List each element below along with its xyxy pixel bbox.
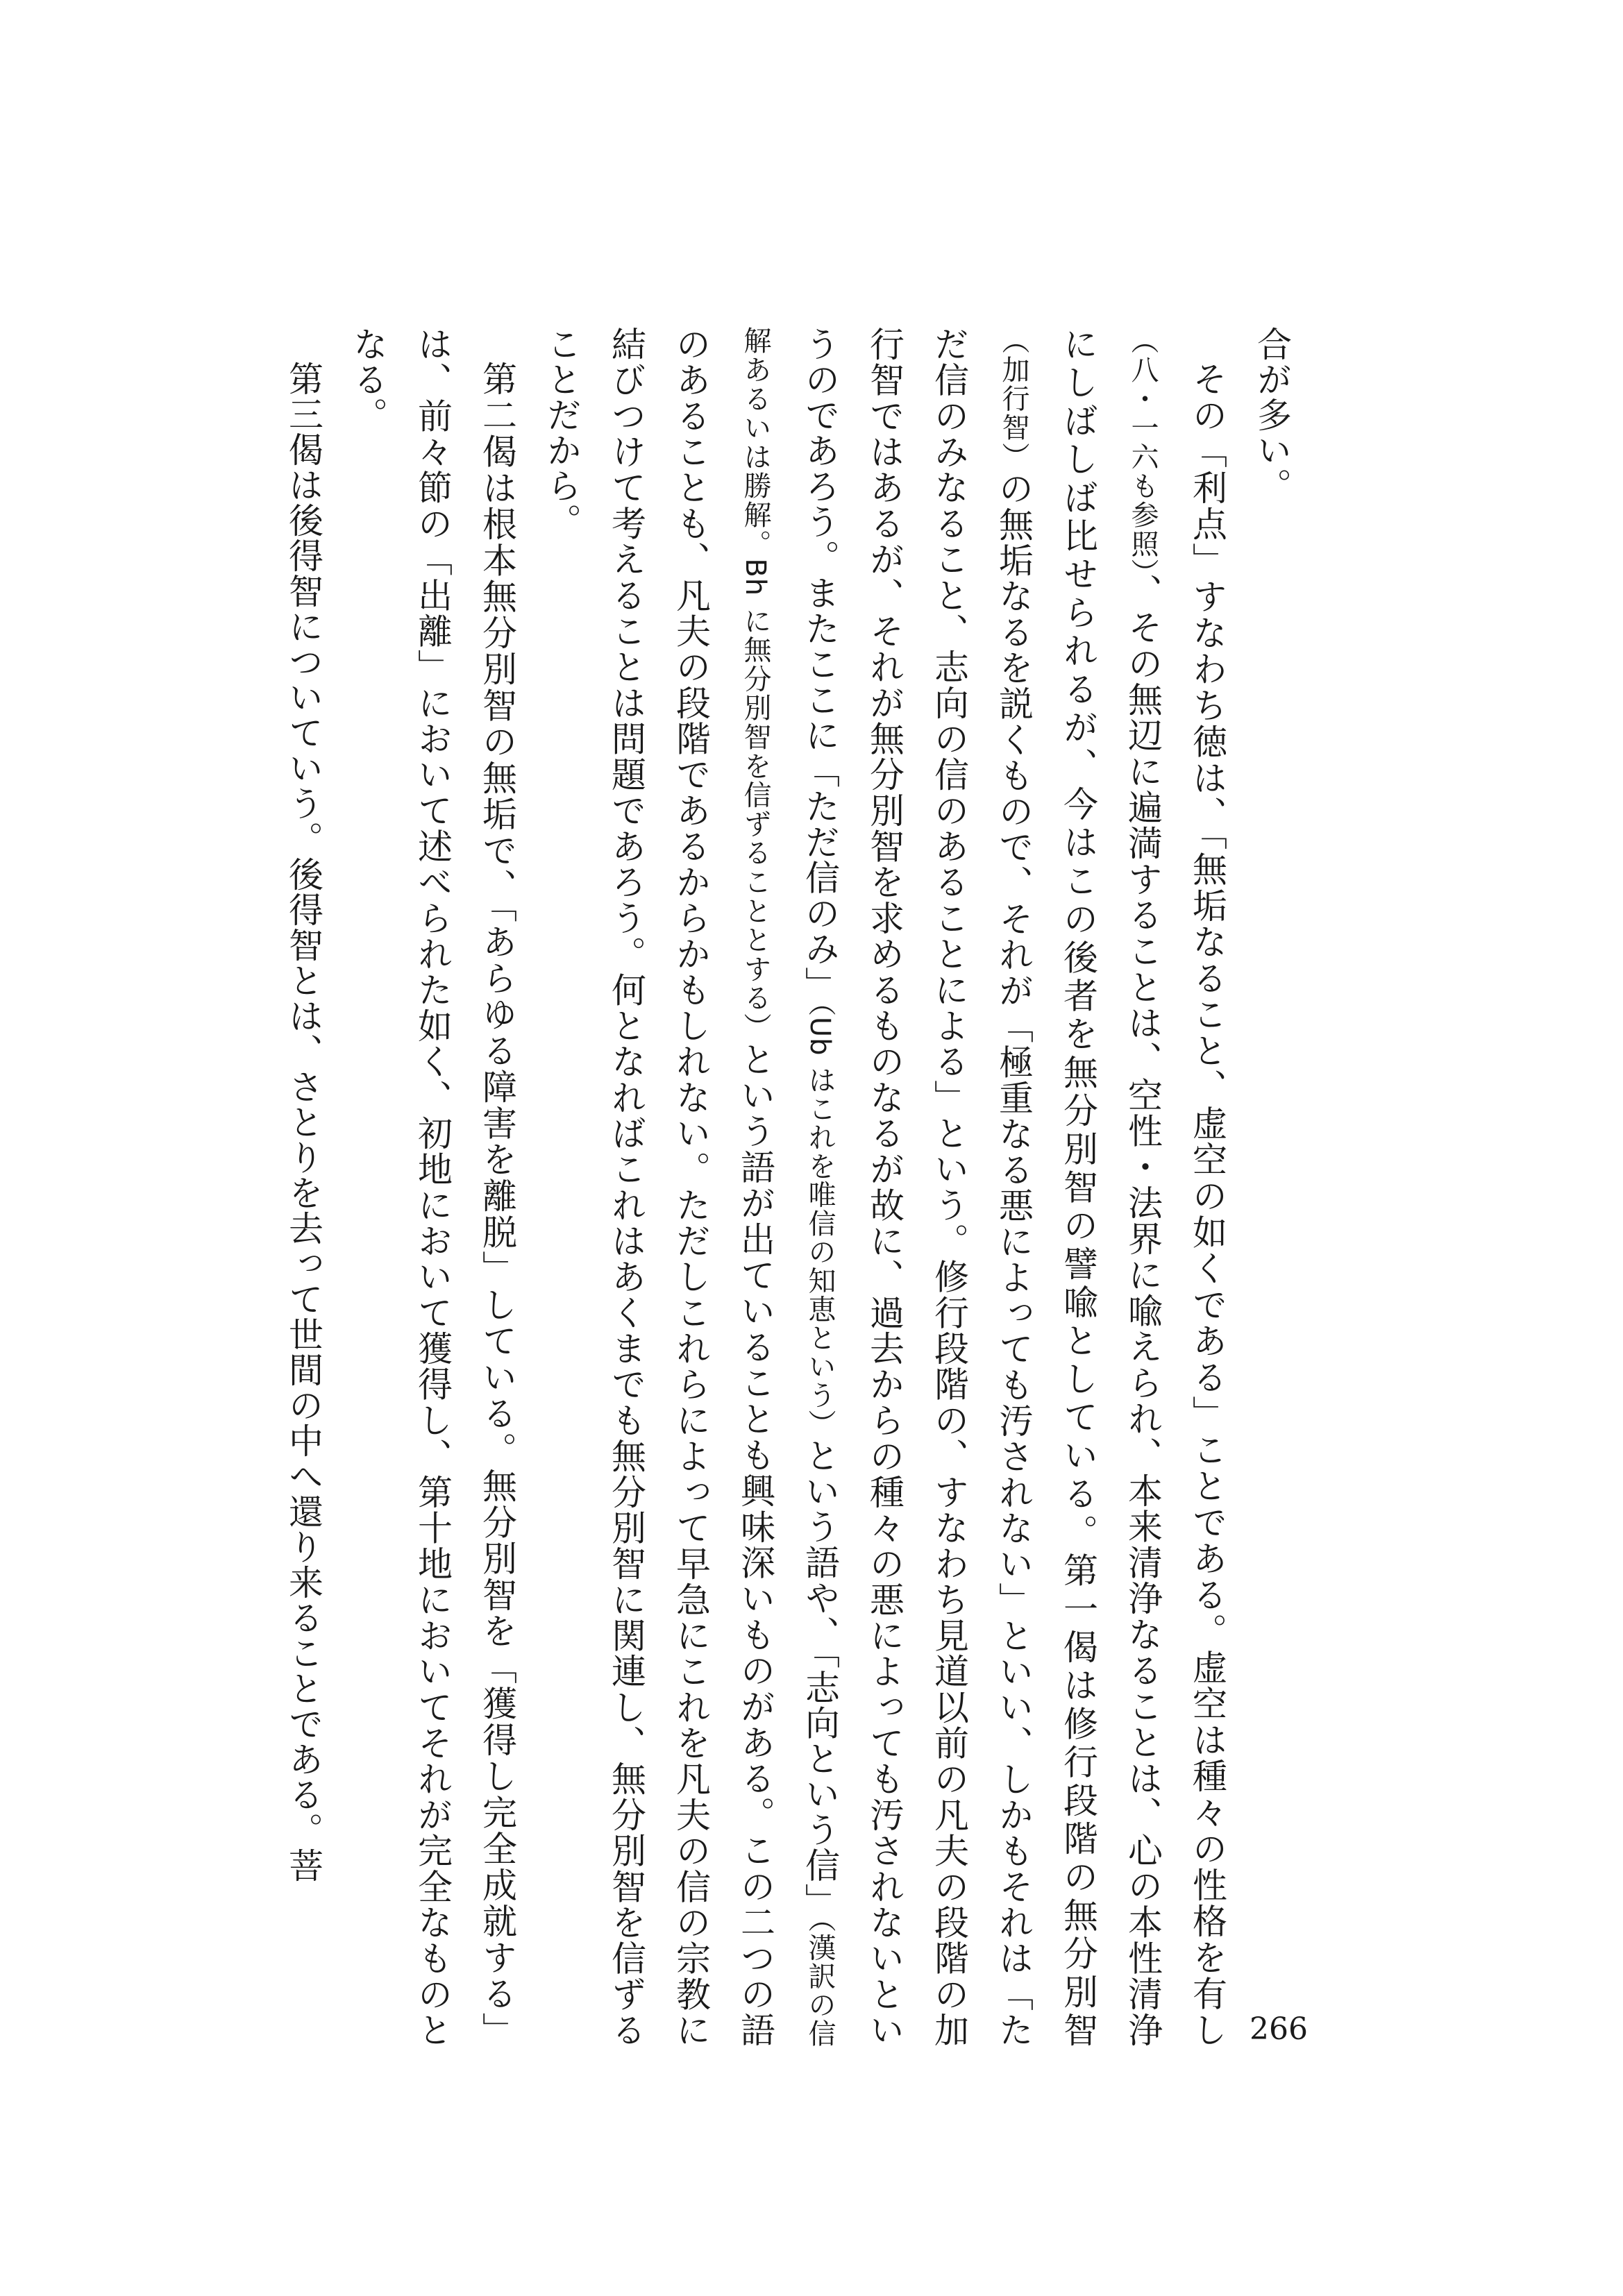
- text-run: の無垢なるを説くもので、それが「極重なる悪によっても汚されない」といい、しかもそれは「ただ信のみなること、志向の信のあることによる」という。修行段階の、すなわち見道以前の凡夫の段階の加行智ではあるが、それが無分別智を求めるものなるが故に、過去からの種々の悪によっても汚されないというのであろう。またここに「ただ信のみ」: [800, 326, 1034, 2048]
- text-run: 、その無辺に遍満することは、空性・法界に喩えられ、本来清浄なることは、心の本性清浄にしばしば比せられるが、今はこの後者を無分別智の譬喩としている。第一偈は修行段階の無分別智: [1058, 326, 1163, 2048]
- paragraph: [529, 326, 1239, 2048]
- vertical-text-body: [283, 326, 1304, 2048]
- text-run: 第二偈は根本無分別智の無垢で、「あらゆる障害を離脱」している。無分別智を「獲得し完全成就する」は、前々節の「出離」において述べられた如く、初地において獲得し、第十地においてそれが完全なものとなる。: [348, 326, 517, 2048]
- paragraph: [1239, 326, 1304, 2048]
- text-run: 第三偈は後得智についていう。後得智とは、さとりを去って世間の中へ還り来ることである。菩: [283, 361, 323, 1883]
- page-number: 266: [1250, 2011, 1308, 2047]
- inline-note: （漢訳の信解あるいは勝解。Bh に無分別智を信ずることとする）: [739, 326, 836, 2048]
- paragraph: [335, 326, 529, 2048]
- paragraph: [271, 326, 335, 2048]
- text-run: という語や、「志向という信」: [800, 1437, 840, 1919]
- inline-note: （八・一六も参照）: [1127, 326, 1159, 574]
- text-run: という語が出ていることも興味深いものがある。この二つの語のあることも、凡夫の段階であるからかもしれない。ただしこれらによって早急にこれを凡夫の信の宗教に結びつけて考えることは問題であろう。何となればこれはあくまでも無分別智に関連し、無分別智を信ずることだから。: [541, 326, 775, 2048]
- inline-note: （加行智）: [998, 326, 1029, 471]
- inline-note: （Ub はこれを唯信の知恵という）: [804, 1002, 836, 1438]
- text-run: 合が多い。: [1252, 326, 1292, 503]
- text-run: その「利点」すなわち徳は、「無垢なること、虚空の如くである」ことである。虚空は種々の性格を有し: [1187, 361, 1227, 2048]
